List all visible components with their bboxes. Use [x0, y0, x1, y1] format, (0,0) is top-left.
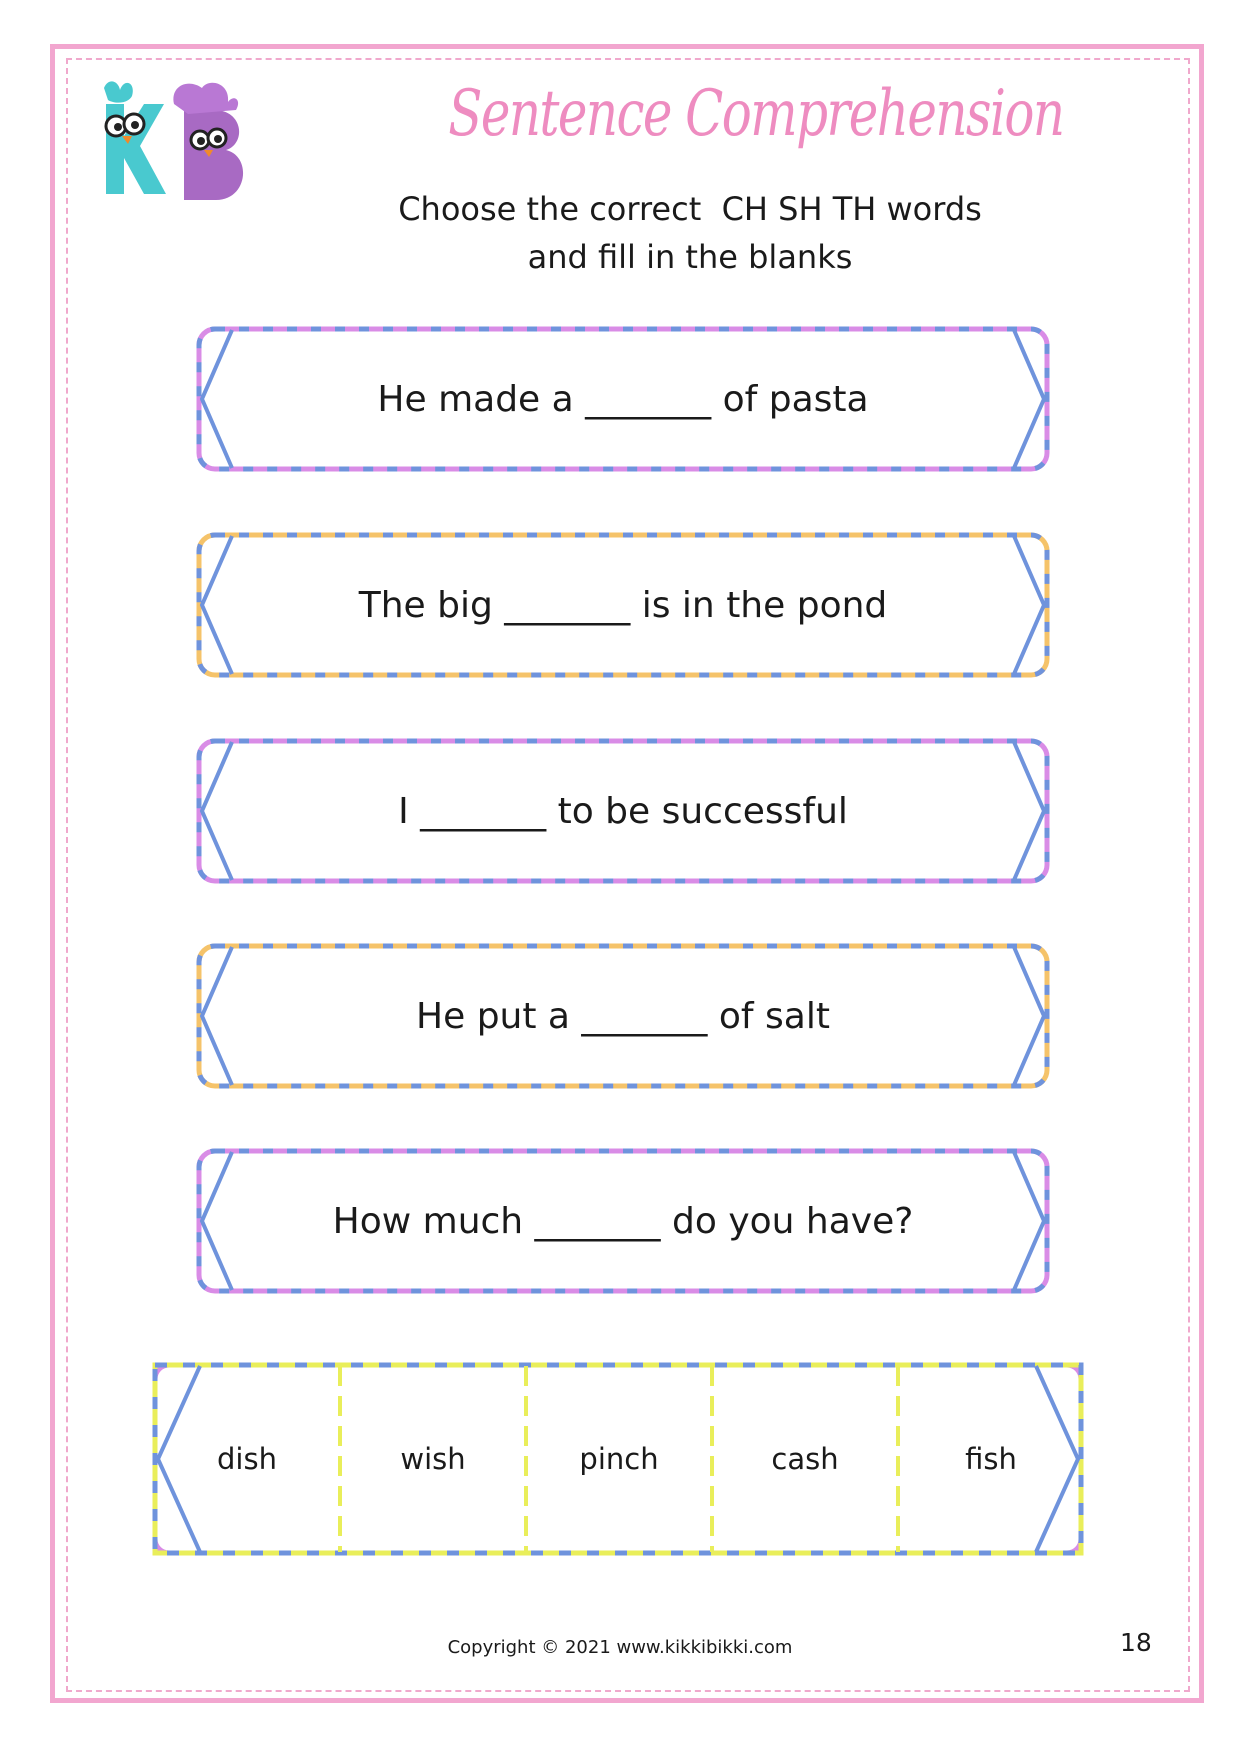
word-bank-item: wish [400, 1442, 466, 1476]
sentence-text: He made a _______ of pasta [377, 378, 869, 420]
word-bank-item: dish [217, 1442, 277, 1476]
logo-letter-b [173, 83, 243, 200]
sentence-card-3 [196, 738, 1050, 884]
kb-logo [84, 74, 254, 214]
logo-letter-k [104, 81, 166, 194]
worksheet-title: Sentence Comprehension [448, 77, 1064, 151]
word-bank-item: cash [771, 1442, 839, 1476]
sentence-text: The big _______ is in the pond [358, 584, 888, 626]
sentence-card-2 [196, 532, 1050, 678]
sentence-text: He put a _______ of salt [416, 995, 830, 1037]
sentence-card-1 [196, 326, 1050, 472]
sentence-card-5 [196, 1148, 1050, 1294]
sentence-text: I _______ to be successful [398, 790, 848, 832]
sentence-text: How much _______ do you have? [332, 1200, 914, 1242]
word-bank [152, 1362, 1084, 1556]
instructions-line-2: and fill in the blanks [527, 238, 853, 276]
word-bank-item: fish [965, 1442, 1017, 1476]
instructions-line-1: Choose the correct CH SH TH words [398, 190, 982, 228]
page-number: 18 [1120, 1628, 1152, 1657]
sentence-card-4 [196, 943, 1050, 1089]
copyright-notice: Copyright © 2021 www.kikkibikki.com [447, 1637, 793, 1658]
worksheet-instructions [360, 185, 1020, 281]
word-bank-item: pinch [579, 1442, 659, 1476]
